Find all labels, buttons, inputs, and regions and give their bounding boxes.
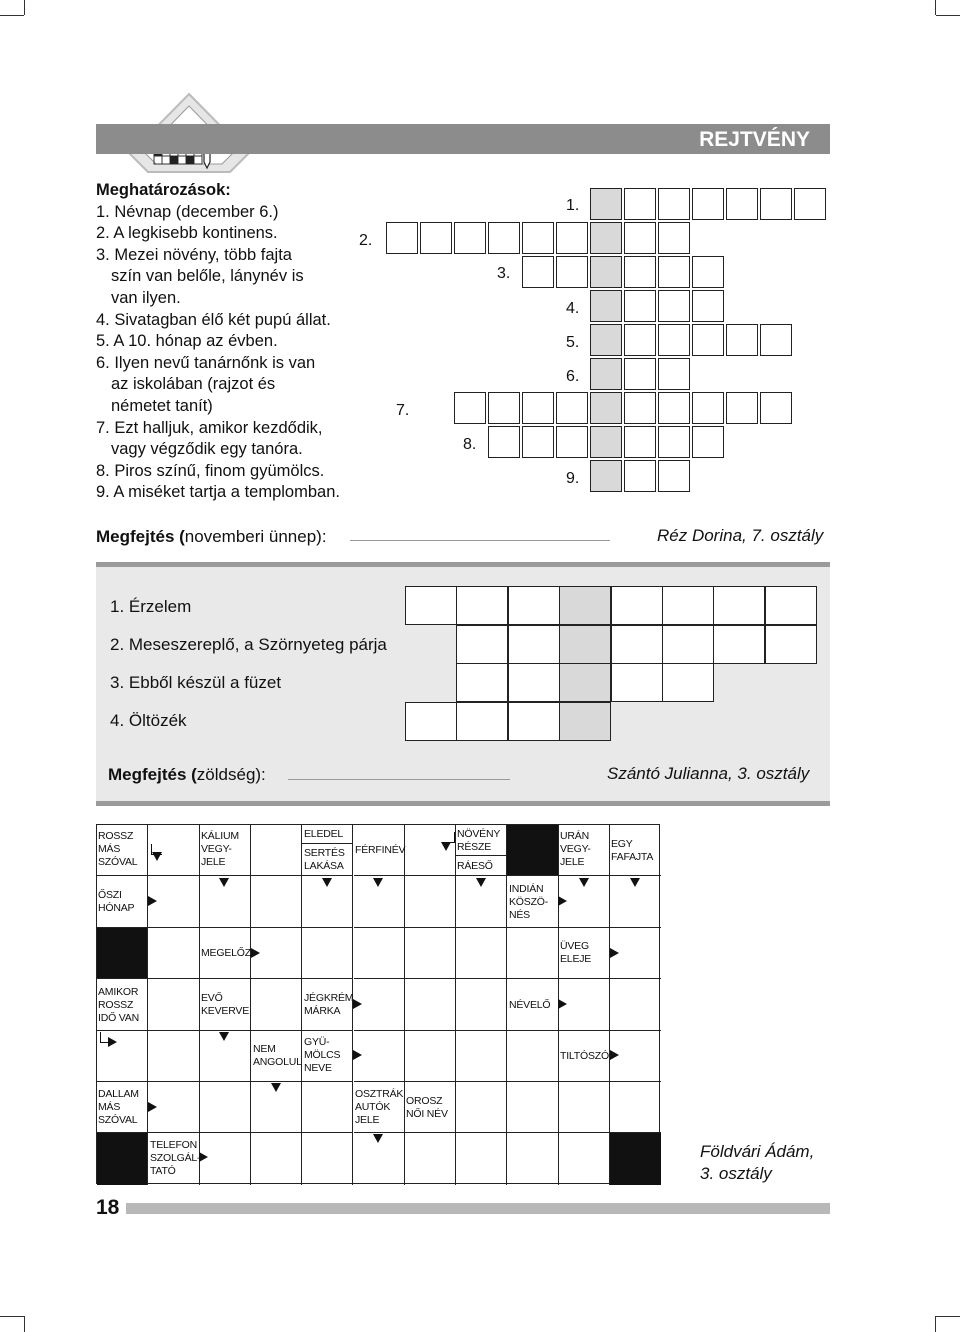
clue-label: TILTÓSZÓ (560, 1050, 609, 1062)
grid-cell[interactable] (760, 188, 792, 220)
grid-cell[interactable] (148, 1031, 199, 1082)
clue-label: ROSSZ MÁS SZÓVAL (98, 830, 138, 868)
clue-item: 2. A legkisebb kontinens. (96, 224, 278, 243)
clue-item: 9. A miséket tartja a templomban. (96, 483, 340, 502)
arrow-down-icon (441, 842, 451, 851)
clue-label: GYÜ- MÖLCS NEVE (304, 1036, 341, 1074)
clue-label: FÉRFINÉV (355, 844, 406, 856)
row-number: 2. (359, 232, 373, 249)
clue-item: 3. Mezei növény, több fajta (96, 245, 292, 264)
crop-mark (936, 1316, 960, 1317)
grid-cell[interactable] (456, 928, 507, 979)
arrow-right-icon (199, 1152, 208, 1162)
grid-cell[interactable] (556, 256, 588, 288)
solution-input[interactable] (288, 779, 510, 780)
row-number: 5. (566, 334, 580, 351)
author: Szántó Julianna, 3. osztály (607, 764, 810, 783)
grid-cell[interactable] (726, 188, 758, 220)
grid-cell[interactable] (765, 586, 817, 625)
grid-cell[interactable] (726, 392, 758, 424)
grid-cell[interactable] (590, 222, 622, 254)
grid-cell[interactable] (658, 358, 690, 390)
grid-cell[interactable] (200, 1082, 251, 1133)
grid-cell[interactable] (302, 1082, 353, 1133)
crop-mark (0, 15, 24, 16)
grid-cell[interactable] (251, 1133, 302, 1184)
grid-cell[interactable] (454, 222, 486, 254)
clue-item: 2. Meseszereplő, a Szörnyeteg párja (110, 635, 387, 654)
divider (455, 855, 506, 856)
arrow-right-icon (108, 1037, 117, 1047)
clue-label: SERTÉS LAKÁSA (304, 847, 345, 872)
grid-cell[interactable] (522, 222, 554, 254)
clue-item: 1. Érzelem (110, 597, 192, 616)
grid-cell[interactable] (765, 625, 817, 664)
solution-label (96, 527, 327, 547)
grid-cell[interactable] (624, 324, 656, 356)
grid-cell[interactable] (251, 876, 302, 927)
arrow-right-icon (148, 896, 157, 906)
grid-cell[interactable] (559, 625, 611, 664)
grid-cell[interactable] (559, 586, 611, 625)
row-number: 3. (497, 265, 511, 282)
grid-cell[interactable] (556, 392, 588, 424)
grid-cell[interactable] (590, 392, 622, 424)
grid-cell[interactable] (590, 290, 622, 322)
grid-cell[interactable] (522, 256, 554, 288)
grid-cell[interactable] (302, 928, 353, 979)
grid-cell[interactable] (590, 256, 622, 288)
grid-cell[interactable] (662, 663, 714, 702)
clue-label: RÁESŐ (457, 860, 493, 872)
crop-mark (24, 1316, 25, 1332)
grid-cell[interactable] (251, 979, 302, 1030)
solution-label-bold: Megfejtés ( (108, 765, 197, 784)
grid-cell[interactable] (624, 460, 656, 492)
grid-cell[interactable] (662, 625, 714, 664)
arrow-right-icon (353, 1050, 362, 1060)
solution-input[interactable] (350, 540, 610, 541)
grid-cell[interactable] (508, 702, 560, 741)
clue-item: az iskolában (rajzot és (111, 375, 276, 394)
clue-label: URÁN VEGY- JELE (560, 830, 591, 868)
row-number: 1. (566, 197, 580, 214)
grid-cell[interactable] (148, 928, 199, 979)
row-number: 6. (566, 368, 580, 385)
grid-cell[interactable] (590, 460, 622, 492)
grid-cell[interactable] (354, 928, 405, 979)
solution-label-text: novemberi ünnep): (184, 527, 327, 546)
grid-cell[interactable] (405, 702, 457, 741)
clue-item: 3. Ebből készül a füzet (110, 673, 282, 692)
black-cell (507, 825, 558, 876)
solution-label-text: zöldség): (196, 765, 266, 784)
grid-cell[interactable] (624, 426, 656, 458)
grid-cell[interactable] (624, 256, 656, 288)
grid-cell[interactable] (456, 702, 508, 741)
clue-item: 8. Piros színű, finom gyümölcs. (96, 461, 325, 480)
grid-cell[interactable] (611, 663, 663, 702)
grid-cell[interactable] (662, 586, 714, 625)
divider (301, 843, 352, 844)
grid-cell[interactable] (508, 586, 560, 625)
grid-cell[interactable] (488, 426, 520, 458)
grid-cell[interactable] (405, 1133, 456, 1184)
footer-bar (126, 1203, 830, 1214)
clue-label: ELEDEL (304, 828, 344, 840)
grid-cell[interactable] (658, 460, 690, 492)
arrow-right-icon (251, 948, 260, 958)
crop-mark (24, 0, 25, 15)
grid-cell[interactable] (611, 586, 663, 625)
arrow-right-icon (610, 1050, 619, 1060)
arrow-down-icon (219, 878, 229, 887)
solution-label (108, 765, 266, 785)
grid-cell[interactable] (456, 1031, 507, 1082)
arrow-down-icon (271, 1083, 281, 1092)
grid-cell[interactable] (726, 324, 758, 356)
grid-cell[interactable] (624, 290, 656, 322)
page-number: 18 (96, 1196, 120, 1219)
grid-cell[interactable] (658, 324, 690, 356)
row-number: 7. (396, 402, 410, 419)
crop-mark (935, 1316, 936, 1332)
grid-cell[interactable] (456, 625, 508, 664)
grid-cell[interactable] (658, 426, 690, 458)
grid-cell[interactable] (713, 625, 765, 664)
arrow-down-icon (152, 852, 162, 861)
black-cell (97, 1133, 148, 1184)
arrow-right-icon (148, 1102, 157, 1112)
grid-cell[interactable] (692, 256, 724, 288)
clue-item: németet tanít) (111, 396, 213, 415)
solution-label-bold: Megfejtés ( (96, 527, 185, 546)
grid-cell[interactable] (405, 1031, 456, 1082)
grid-cell[interactable] (148, 979, 199, 1030)
grid-cell[interactable] (713, 586, 765, 625)
crop-mark (936, 15, 960, 16)
grid-cell[interactable] (692, 426, 724, 458)
grid-cell[interactable] (556, 426, 588, 458)
clue-label: DALLAM MÁS SZÓVAL (98, 1088, 139, 1126)
clue-label: KÁLIUM VEGY- JELE (201, 830, 239, 868)
clue-label: NÉVELŐ (509, 999, 551, 1011)
clue-label: EVŐ KEVERVE (201, 992, 250, 1017)
grid-cell[interactable] (692, 188, 724, 220)
grid-cell[interactable] (456, 979, 507, 1030)
grid-cell[interactable] (590, 358, 622, 390)
arrow-right-icon (558, 999, 567, 1009)
grid-cell[interactable] (658, 188, 690, 220)
black-cell (97, 928, 148, 979)
grid-cell[interactable] (559, 663, 611, 702)
arrow-right-icon (353, 999, 362, 1009)
grid-cell[interactable] (590, 426, 622, 458)
grid-cell[interactable] (556, 222, 588, 254)
crop-mark (935, 0, 936, 15)
grid-cell[interactable] (590, 188, 622, 220)
grid-cell[interactable] (405, 979, 456, 1030)
grid-cell[interactable] (590, 324, 622, 356)
arrow-right-icon (558, 896, 567, 906)
grid-cell[interactable] (692, 290, 724, 322)
clue-item: 4. Sivatagban élő két pupú állat. (96, 310, 331, 329)
clue-label: OSZTRÁK AUTÓK JELE (355, 1088, 404, 1126)
arrow-right-icon (610, 948, 619, 958)
grid-cell[interactable] (760, 324, 792, 356)
grid-cell[interactable] (692, 392, 724, 424)
grid-cell[interactable] (251, 825, 302, 876)
grid-cell[interactable] (454, 392, 486, 424)
header-bar (96, 124, 830, 154)
row-number: 9. (566, 470, 580, 487)
author: Réz Dorina, 7. osztály (657, 526, 824, 545)
grid-cell[interactable] (611, 625, 663, 664)
arrow-down-icon (219, 1032, 229, 1041)
grid-cell[interactable] (456, 1082, 507, 1133)
row-number: 8. (463, 436, 477, 453)
grid-cell[interactable] (507, 1133, 558, 1184)
clue-item: 6. Ilyen nevű tanárnőnk is van (96, 353, 316, 372)
grid-cell[interactable] (624, 358, 656, 390)
grid-cell[interactable] (507, 1031, 558, 1082)
arrow-down-icon (322, 878, 332, 887)
crop-mark (0, 1316, 24, 1317)
arrow-down-icon (373, 1134, 383, 1143)
grid-cell[interactable] (794, 188, 826, 220)
grid-cell[interactable] (610, 1082, 661, 1133)
grid-cell[interactable] (692, 324, 724, 356)
clue-item: 4. Öltözék (110, 711, 187, 730)
grid-cell[interactable] (559, 1133, 610, 1184)
clue-label: JÉGKRÉM MÁRKA (304, 992, 354, 1017)
grid-cell[interactable] (559, 702, 611, 741)
clue-label: AMIKOR ROSSZ IDŐ VAN (98, 986, 139, 1024)
grid-cell[interactable] (302, 1133, 353, 1184)
author-line: Földvári Ádám, (700, 1142, 815, 1161)
clue-label: TELEFON SZOLGÁL- TATÓ (150, 1139, 201, 1177)
clue-label: MEGELŐZ (201, 947, 251, 959)
grid-cell[interactable] (456, 663, 508, 702)
clue-label: EGY FAFAJTA (611, 838, 654, 863)
clue-item: 7. Ezt halljuk, amikor kezdődik, (96, 418, 323, 437)
clue-label: INDIÁN KÖSZÖ- NÉS (509, 883, 549, 921)
grid-cell[interactable] (522, 392, 554, 424)
grid-cell[interactable] (405, 586, 457, 625)
grid-cell[interactable] (624, 222, 656, 254)
clues-title: Meghatározások: (96, 181, 231, 199)
grid-cell[interactable] (507, 1082, 558, 1133)
clue-item: van ilyen. (111, 288, 181, 307)
clue-label: NÖVÉNY RÉSZE (457, 828, 501, 853)
clue-list (96, 180, 340, 504)
author-line: 3. osztály (700, 1164, 772, 1183)
grid-cell[interactable] (488, 222, 520, 254)
grid-cell[interactable] (507, 928, 558, 979)
arrow-down-icon (476, 878, 486, 887)
grid-cell[interactable] (760, 392, 792, 424)
grid-cell[interactable] (658, 222, 690, 254)
grid-cell[interactable] (508, 625, 560, 664)
clue-label: ÜVEG ELEJE (560, 940, 592, 965)
grid-cell[interactable] (522, 426, 554, 458)
page-title: REJTVÉNY (699, 128, 810, 151)
grid-cell[interactable] (488, 392, 520, 424)
grid-cell[interactable] (610, 979, 661, 1030)
arrow-down-icon (373, 878, 383, 887)
grid-cell[interactable] (508, 663, 560, 702)
author (700, 1141, 814, 1185)
grid-cell[interactable] (405, 876, 456, 927)
grid-cell[interactable] (456, 586, 508, 625)
grid-cell[interactable] (658, 290, 690, 322)
clue-item: szín van belőle, lánynév is (111, 267, 304, 286)
grid-cell[interactable] (658, 392, 690, 424)
clue-item: 5. A 10. hónap az évben. (96, 332, 278, 351)
row-number: 4. (566, 300, 580, 317)
arrow-down-icon (630, 878, 640, 887)
clue-label: OROSZ NŐI NÉV (406, 1095, 448, 1120)
clue-label: NEM ANGOLUL (253, 1043, 302, 1068)
grid-cell[interactable] (658, 256, 690, 288)
clue-item: 1. Névnap (december 6.) (96, 202, 279, 221)
grid-cell[interactable] (420, 222, 452, 254)
clue-item: vagy végződik egy tanóra. (111, 440, 303, 459)
grid-cell[interactable] (624, 392, 656, 424)
clue-label: ŐSZI HÓNAP (98, 889, 135, 914)
grid-cell[interactable] (456, 1133, 507, 1184)
grid-cell[interactable] (386, 222, 418, 254)
grid-cell[interactable] (559, 1082, 610, 1133)
grid-cell[interactable] (624, 188, 656, 220)
grid-cell[interactable] (405, 928, 456, 979)
black-cell (610, 1133, 661, 1184)
arrow-down-icon (579, 878, 589, 887)
